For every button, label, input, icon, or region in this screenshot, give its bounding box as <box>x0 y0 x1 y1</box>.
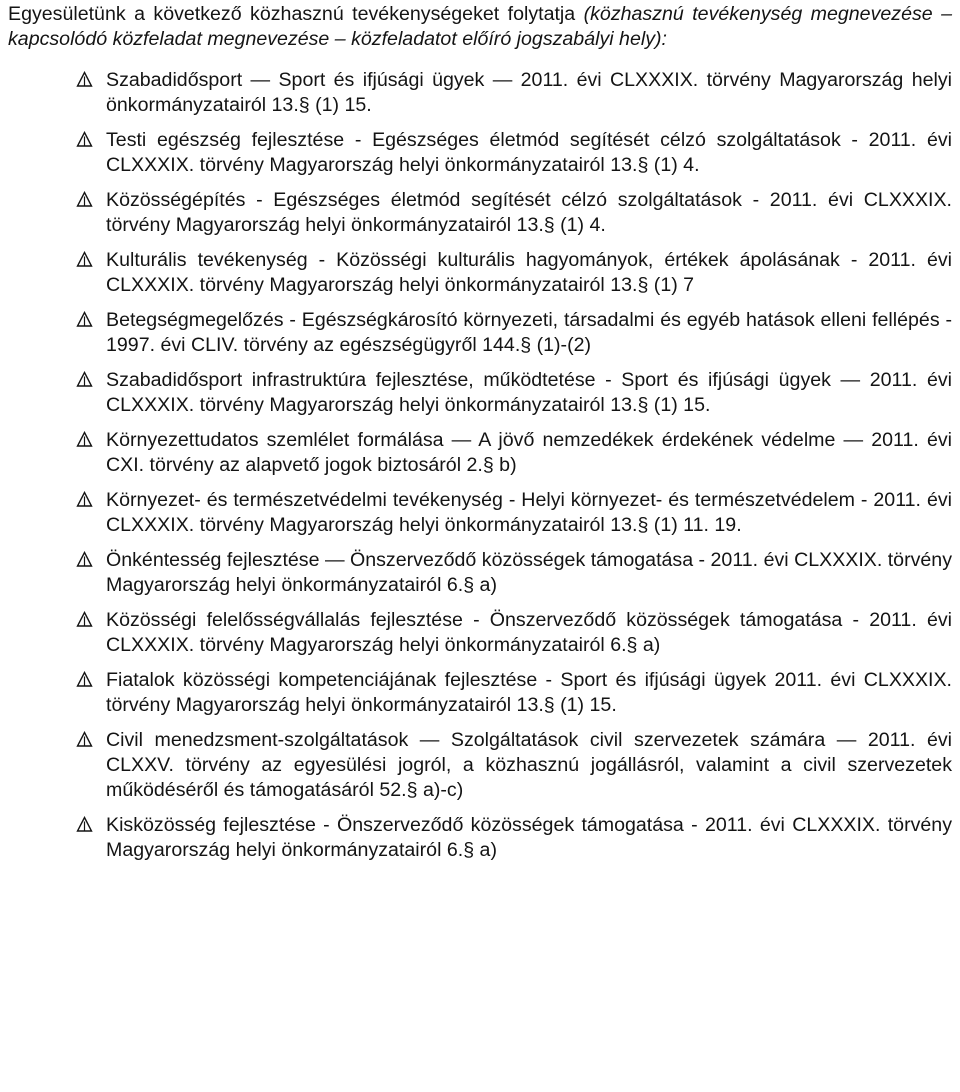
list-item-text: Környezet- és természetvédelmi tevékenység - Helyi környezet- és természetvédelem - 2011. évi CLXXXIX. törvény Magyarország helyi önkormányzatairól 13.§ (1) 11. 19. <box>106 489 952 536</box>
list-item <box>8 608 952 658</box>
warning-triangle-icon <box>76 71 93 88</box>
list-item <box>8 128 952 178</box>
list-item-text: Szabadidősport — Sport és ifjúsági ügyek — 2011. évi CLXXXIX. törvény Magyarország helyi önkormányzatairól 13.§ (1) 15. <box>106 69 952 116</box>
list-item <box>8 68 952 118</box>
warning-triangle-icon <box>76 311 93 328</box>
list-item <box>8 248 952 298</box>
list-item-text: Betegségmegelőzés - Egészségkárosító környezeti, társadalmi és egyéb hatások elleni fellépés - 1997. évi CLIV. törvény az egészségügyről 144.§ (1)-(2) <box>106 309 952 356</box>
list-item-text: Környezettudatos szemlélet formálása — A jövő nemzedékek érdekének védelme — 2011. évi CXI. törvény az alapvető jogok biztosáról 2.§ b) <box>106 429 952 476</box>
list-item <box>8 488 952 538</box>
warning-triangle-icon <box>76 431 93 448</box>
list-item-text: Önkéntesség fejlesztése — Önszerveződő közösségek támogatása - 2011. évi CLXXXIX. törvény Magyarország helyi önkormányzatairól 6.§ a) <box>106 549 952 596</box>
warning-triangle-icon <box>76 191 93 208</box>
warning-triangle-icon <box>76 611 93 628</box>
list-item-text: Fiatalok közösségi kompetenciájának fejlesztése - Sport és ifjúsági ügyek 2011. évi CLXXXIX. törvény Magyarország helyi önkormányzatairól 13.§ (1) 15. <box>106 669 952 716</box>
warning-triangle-icon <box>76 371 93 388</box>
list-item <box>8 813 952 863</box>
list-item-text: Civil menedzsment-szolgáltatások — Szolgáltatások civil szervezetek számára — 2011. évi CLXXV. törvény az egyesülési jogról, a közhasznú jogállásról, valamint a civil szervezetek működéséről és támogatásáról 52.§ a)-c) <box>106 729 952 801</box>
warning-triangle-icon <box>76 816 93 833</box>
list-item <box>8 548 952 598</box>
document-page <box>0 2 960 1092</box>
activity-list <box>8 68 952 863</box>
list-item-text: Testi egészség fejlesztése - Egészséges életmód segítését célzó szolgáltatások - 2011. évi CLXXXIX. törvény Magyarország helyi önkormányzatairól 13.§ (1) 4. <box>106 129 952 176</box>
list-item-text: Kisközösség fejlesztése - Önszerveződő közösségek támogatása - 2011. évi CLXXXIX. törvény Magyarország helyi önkormányzatairól 6.§ a) <box>106 814 952 861</box>
list-item-text: Kulturális tevékenység - Közösségi kulturális hagyományok, értékek ápolásának - 2011. évi CLXXXIX. törvény Magyarország helyi önkormányzatairól 13.§ (1) 7 <box>106 249 952 296</box>
list-item-text: Közösségi felelősségvállalás fejlesztése - Önszerveződő közösségek támogatása - 2011. évi CLXXXIX. törvény Magyarország helyi önkormányzatairól 6.§ a) <box>106 609 952 656</box>
list-item-text: Közösségépítés - Egészséges életmód segítését célzó szolgáltatások - 2011. évi CLXXXIX. törvény Magyarország helyi önkormányzatairól 13.§ (1) 4. <box>106 189 952 236</box>
intro-paragraph <box>8 2 952 52</box>
intro-parenthetical: (közhasznú tevékenység megnevezése – kapcsolódó közfeladat megnevezése – közfeladatot előíró jogszabályi hely): <box>8 3 952 50</box>
list-item <box>8 428 952 478</box>
warning-triangle-icon <box>76 251 93 268</box>
list-item <box>8 188 952 238</box>
warning-triangle-icon <box>76 491 93 508</box>
list-item <box>8 368 952 418</box>
list-item-text: Szabadidősport infrastruktúra fejlesztése, működtetése - Sport és ifjúsági ügyek — 2011. évi CLXXXIX. törvény Magyarország helyi önkormányzatairól 13.§ (1) 15. <box>106 369 952 416</box>
intro-lead: Egyesületünk a következő közhasznú tevékenységeket folytatja <box>8 3 584 25</box>
list-item <box>8 308 952 358</box>
list-item <box>8 728 952 803</box>
warning-triangle-icon <box>76 731 93 748</box>
warning-triangle-icon <box>76 131 93 148</box>
warning-triangle-icon <box>76 551 93 568</box>
warning-triangle-icon <box>76 671 93 688</box>
list-item <box>8 668 952 718</box>
